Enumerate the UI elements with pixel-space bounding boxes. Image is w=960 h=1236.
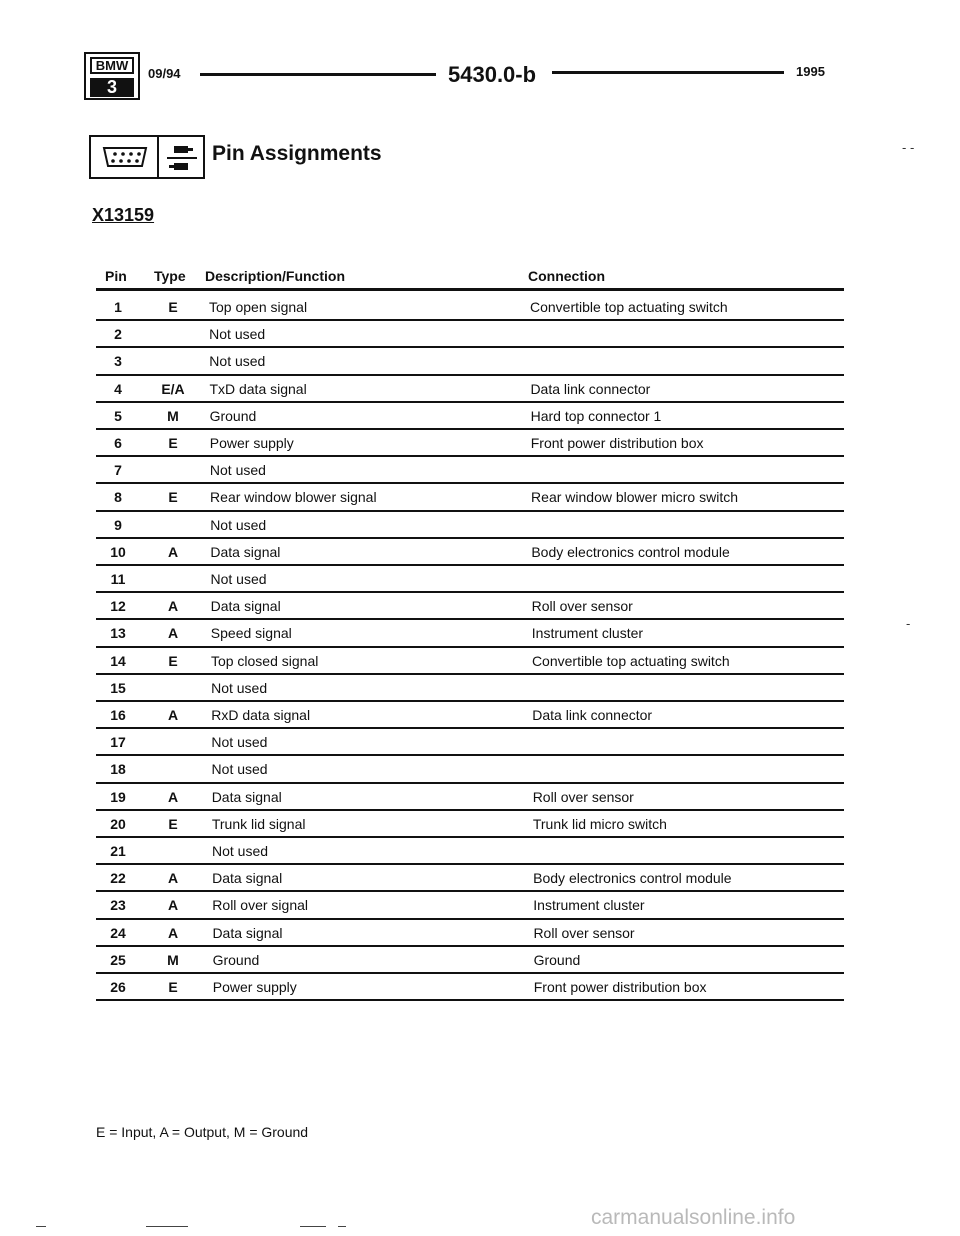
row-divider <box>96 727 844 729</box>
cell-connection: Data link connector <box>532 707 653 723</box>
cell-connection: Body electronics control module <box>531 543 730 560</box>
cell-pin: 6 <box>114 435 122 451</box>
cell-connection: Convertible top actuating switch <box>531 652 730 669</box>
column-header-description: Description/Function <box>205 268 345 284</box>
cell-connection: Instrument cluster <box>531 625 644 642</box>
row-divider <box>96 401 844 403</box>
cell-connection: Data link connector <box>530 380 651 397</box>
cell-description: Power supply <box>209 435 294 451</box>
cell-connection: Rear window blower micro switch <box>531 489 738 506</box>
cell-pin: 23 <box>110 897 126 914</box>
row-divider <box>96 646 844 648</box>
cell-connection: Roll over sensor <box>533 924 635 941</box>
cell-connection: Instrument cluster <box>533 897 645 914</box>
cell-connection: Body electronics control module <box>533 870 732 887</box>
cell-pin: 8 <box>114 489 122 506</box>
cell-pin: 1 <box>114 299 122 315</box>
footer-mark <box>36 1226 46 1227</box>
cell-description: Speed signal <box>210 625 292 642</box>
title-symbol-box <box>89 135 205 179</box>
cell-pin: 9 <box>114 516 122 533</box>
row-divider <box>96 999 844 1001</box>
cell-description: Ground <box>209 407 257 424</box>
cell-description: Not used <box>210 516 267 533</box>
cell-pin: 5 <box>114 407 122 424</box>
row-divider <box>96 319 844 321</box>
cell-description: Not used <box>211 734 268 751</box>
cell-connection: Front power distribution box <box>530 435 704 451</box>
document-number: 5430.0-b <box>448 62 537 87</box>
footer-mark <box>338 1226 346 1227</box>
type-legend: E = Input, A = Output, M = Ground <box>96 1124 309 1140</box>
title-symbol-divider <box>157 137 159 177</box>
cell-type: A <box>167 598 179 615</box>
cell-pin: 16 <box>110 707 126 723</box>
cell-connection: Hard top connector 1 <box>530 407 662 424</box>
cell-description: Top open signal <box>209 299 308 315</box>
cell-description: Rear window blower signal <box>210 489 377 506</box>
column-header-connection: Connection <box>528 268 605 284</box>
cell-description: RxD data signal <box>211 707 311 723</box>
cell-pin: 17 <box>110 734 126 751</box>
header-year: 1995 <box>796 64 825 79</box>
cell-description: Top closed signal <box>210 652 319 669</box>
footer-mark <box>146 1226 188 1227</box>
cell-pin: 18 <box>110 761 126 778</box>
header-rule-left <box>200 73 436 76</box>
cell-type: E <box>168 299 178 315</box>
cell-type: A <box>167 625 179 642</box>
cell-pin: 10 <box>110 543 126 560</box>
footer-mark <box>300 1226 326 1227</box>
page-title: Pin Assignments <box>212 142 382 165</box>
cell-type: E/A <box>161 380 185 397</box>
cell-description: Not used <box>211 679 268 696</box>
header-rule <box>96 288 844 291</box>
cell-description: Data signal <box>211 788 282 805</box>
cell-pin: 22 <box>110 870 126 887</box>
cell-type: E <box>168 979 178 995</box>
cell-pin: 12 <box>110 598 126 615</box>
cell-pin: 11 <box>110 571 126 587</box>
cell-type: M <box>167 951 179 968</box>
cell-connection: Roll over sensor <box>532 788 634 805</box>
cell-connection: Convertible top actuating switch <box>530 299 728 315</box>
cell-description: Not used <box>209 326 266 343</box>
cell-type: A <box>167 897 179 914</box>
row-divider <box>96 700 844 702</box>
cell-type: E <box>168 435 178 451</box>
row-divider <box>96 809 844 811</box>
row-divider <box>96 782 844 784</box>
row-divider <box>96 945 844 947</box>
cell-pin: 7 <box>114 462 122 479</box>
cell-type: E <box>168 489 178 506</box>
cell-description: Data signal <box>210 598 281 615</box>
connector-icon <box>101 146 149 168</box>
cell-type: E <box>168 815 178 832</box>
column-header-pin: Pin <box>105 268 127 284</box>
connector-id: X13159 <box>92 205 155 225</box>
cell-pin: 25 <box>110 951 126 968</box>
cell-pin: 2 <box>114 326 122 343</box>
cell-type: A <box>167 870 179 887</box>
cell-pin: 15 <box>110 679 126 696</box>
row-divider <box>96 510 844 512</box>
cell-pin: 19 <box>110 788 126 805</box>
row-divider <box>96 428 844 430</box>
cell-pin: 24 <box>110 924 126 941</box>
column-header-type: Type <box>154 268 186 284</box>
cell-type: A <box>167 788 179 805</box>
cell-pin: 20 <box>110 815 126 832</box>
row-divider <box>96 918 844 920</box>
row-divider <box>96 836 844 838</box>
cell-connection: Roll over sensor <box>531 598 633 615</box>
margin-mark: - <box>906 616 911 631</box>
row-divider <box>96 346 844 348</box>
bmw-3-series-logo <box>84 52 140 100</box>
logo-brand-text: BMW <box>90 57 134 74</box>
pin-symbol-icon <box>167 142 197 174</box>
logo-series-number: 3 <box>90 78 134 97</box>
cell-pin: 13 <box>110 625 126 642</box>
watermark: carmanualsonline.info <box>591 1206 796 1229</box>
row-divider <box>96 537 844 539</box>
row-divider <box>96 890 844 892</box>
cell-description: Power supply <box>212 979 297 995</box>
row-divider <box>96 863 844 865</box>
row-divider <box>96 482 844 484</box>
row-divider <box>96 754 844 756</box>
cell-description: Data signal <box>212 870 283 887</box>
cell-connection: Trunk lid micro switch <box>532 815 667 832</box>
row-divider <box>96 374 844 376</box>
row-divider <box>96 455 844 457</box>
cell-connection: Ground <box>533 951 581 968</box>
cell-description: Data signal <box>210 543 281 560</box>
cell-description: TxD data signal <box>209 380 307 397</box>
cell-description: Trunk lid signal <box>211 815 306 832</box>
cell-pin: 21 <box>110 843 126 859</box>
cell-description: Not used <box>211 761 268 778</box>
cell-pin: 26 <box>110 979 126 995</box>
cell-type: E <box>168 652 178 669</box>
cell-description: Data signal <box>212 924 283 941</box>
cell-description: Not used <box>212 843 269 859</box>
cell-pin: 4 <box>114 380 122 397</box>
row-divider <box>96 673 844 675</box>
cell-description: Not used <box>209 353 266 370</box>
header-rule-right <box>552 71 784 74</box>
row-divider <box>96 972 844 974</box>
cell-type: A <box>167 707 179 723</box>
row-divider <box>96 618 844 620</box>
cell-connection: Front power distribution box <box>533 979 707 995</box>
cell-type: M <box>167 407 179 424</box>
cell-description: Not used <box>209 462 266 479</box>
cell-description: Not used <box>210 571 267 587</box>
cell-pin: 3 <box>114 353 122 370</box>
row-divider <box>96 564 844 566</box>
cell-type: A <box>167 924 179 941</box>
header-date: 09/94 <box>148 66 181 81</box>
row-divider <box>96 591 844 593</box>
margin-mark: - - <box>902 140 915 155</box>
cell-type: A <box>167 543 179 560</box>
cell-description: Roll over signal <box>212 897 309 914</box>
cell-description: Ground <box>212 951 260 968</box>
cell-pin: 14 <box>110 652 126 669</box>
